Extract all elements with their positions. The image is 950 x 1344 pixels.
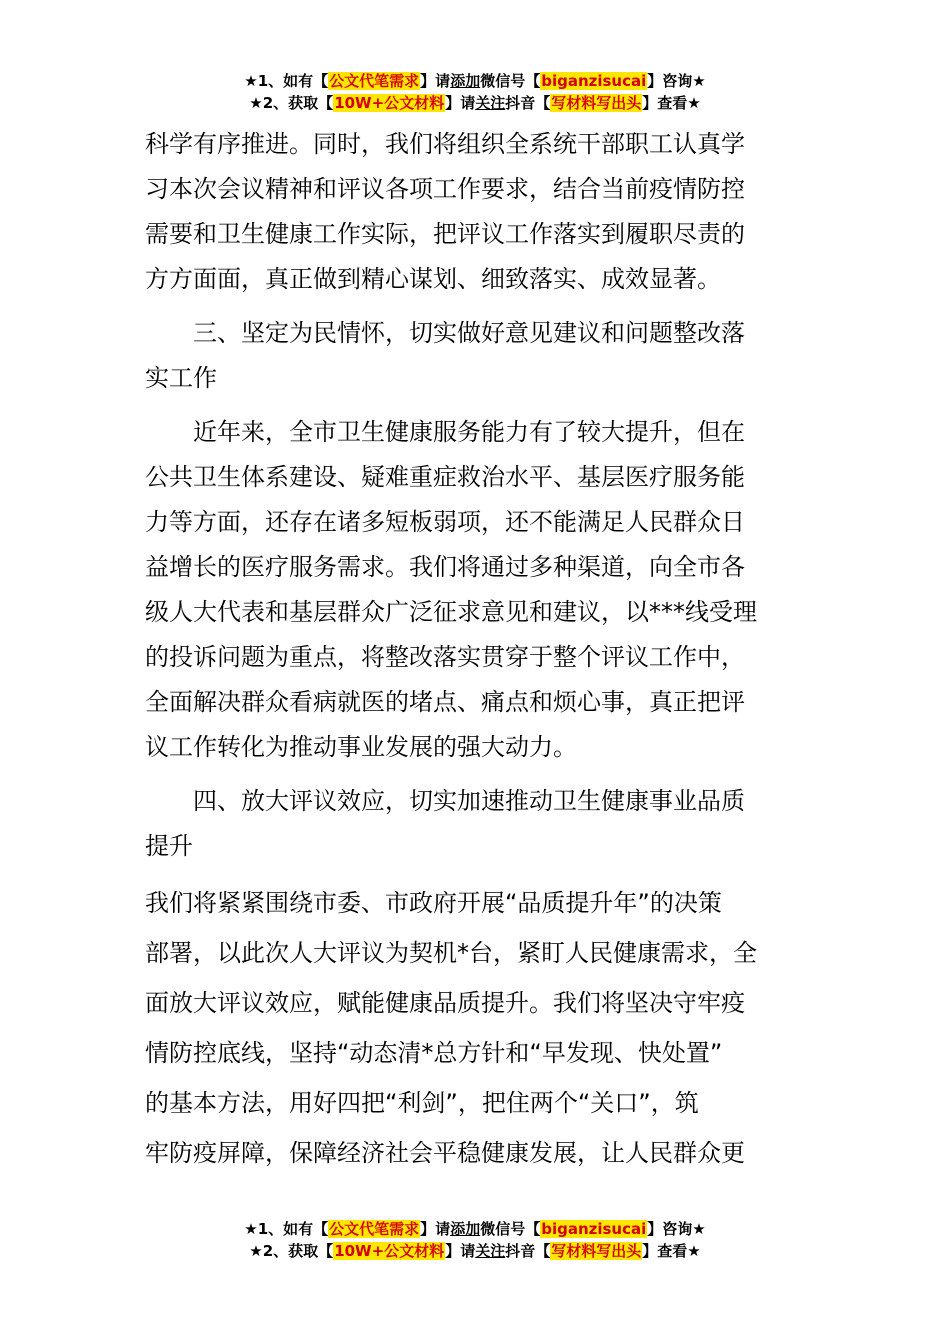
text-line: 实工作: [145, 364, 217, 392]
document-body: [145, 122, 810, 1178]
text-line: 的投诉问题为重点，将整改落实贯穿于整个评议工作中，: [145, 643, 745, 671]
text-line: 科学有序推进。同时，我们将组织全系统干部职工认真学: [145, 130, 745, 158]
text-line: 三、坚定为民情怀，切实做好意见建议和问题整改落: [193, 319, 745, 347]
text-line: 四、放大评议效应，切实加速推动卫生健康事业品质: [193, 787, 745, 815]
text-line: 方方面面，真正做到精心谋划、细致落实、成效显著。: [145, 265, 721, 293]
banner-highlight: 公文代笔需求: [329, 1220, 420, 1238]
text-line: 习本次会议精神和评议各项工作要求，结合当前疫情防控: [145, 175, 745, 203]
banner-highlight: 10W+公文材料: [334, 94, 445, 112]
paragraph-1: [145, 122, 810, 302]
text-line: 牢防疫屏障，保障经济社会平稳健康发展，让人民群众更: [145, 1139, 745, 1167]
text-line: 级人大代表和基层群众广泛征求意见和建议，以***线受理: [145, 598, 757, 626]
banner-line-2: ★2、获取【10W+公文材料】请关注抖音【写材料写出头】查看★: [249, 94, 701, 112]
banner-wechat-id: biganzisucai: [541, 72, 647, 90]
section-heading-3: [145, 311, 810, 401]
text-line: 需要和卫生健康工作实际，把评议工作落实到履职尽责的: [145, 220, 745, 248]
banner-highlight: 10W+公文材料: [334, 1242, 445, 1260]
paragraph-3: [145, 878, 810, 1178]
text-line: 情防控底线，坚持“动态清*总方针和“早发现、快处置”: [145, 1039, 723, 1067]
banner-highlight: 公文代笔需求: [329, 72, 420, 90]
text-line: 全面解决群众看病就医的堵点、痛点和烦心事，真正把评: [145, 688, 745, 716]
text-line: 议工作转化为推动事业发展的强大动力。: [145, 733, 577, 761]
section-heading-4: [145, 779, 810, 869]
text-line: 面放大评议效应，赋能健康品质提升。我们将坚决守牢疫: [145, 989, 745, 1017]
banner-line-1: ★1、如有【公文代笔需求】请添加微信号【biganzisucai】咨询★: [244, 1220, 706, 1238]
text-line: 力等方面，还存在诸多短板弱项，还不能满足人民群众日: [145, 508, 745, 536]
banner-douyin-id: 写材料写出头: [551, 94, 642, 112]
banner-douyin-id: 写材料写出头: [551, 1242, 642, 1260]
text-line: 部署，以此次人大评议为契机*台，紧盯人民健康需求，全: [145, 939, 757, 967]
text-line: 益增长的医疗服务需求。我们将通过多种渠道，向全市各: [145, 553, 745, 581]
footer-banner: [0, 1218, 950, 1262]
paragraph-2: [145, 410, 810, 770]
banner-line-1: ★1、如有【公文代笔需求】请添加微信号【biganzisucai】咨询★: [244, 72, 706, 90]
text-line: 近年来，全市卫生健康服务能力有了较大提升，但在: [193, 418, 745, 446]
text-line: 我们将紧紧围绕市委、市政府开展“品质提升年”的决策: [145, 889, 722, 917]
text-line: 的基本方法，用好四把“利剑”，把住两个“关口”，筑: [145, 1089, 699, 1117]
banner-line-2: ★2、获取【10W+公文材料】请关注抖音【写材料写出头】查看★: [249, 1242, 701, 1260]
header-banner: [0, 70, 950, 114]
banner-wechat-id: biganzisucai: [541, 1220, 647, 1238]
text-line: 提升: [145, 832, 193, 860]
text-line: 公共卫生体系建设、疑难重症救治水平、基层医疗服务能: [145, 463, 745, 491]
